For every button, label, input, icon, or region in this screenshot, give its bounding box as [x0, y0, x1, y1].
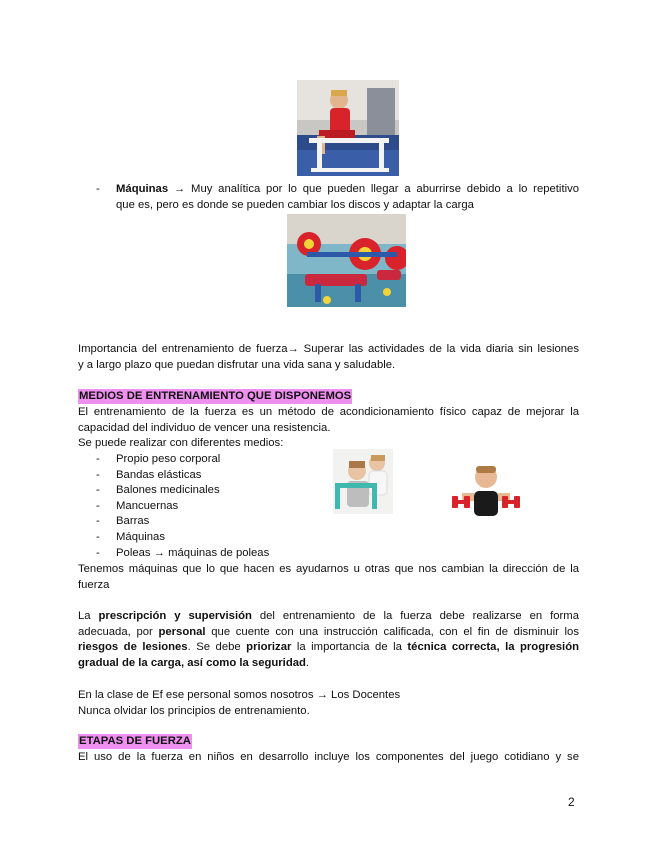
photo-child-dips — [297, 80, 399, 176]
bold-run: personal — [158, 625, 206, 638]
maquinas-note-line-1: Tenemos máquinas que lo que hacen es ayudarnos u otras que nos cambian la dirección de la — [78, 563, 579, 575]
maquinas-note-paragraph — [78, 562, 579, 593]
heading-etapas: ETAPAS DE FUERZA — [79, 735, 191, 747]
text-run: . — [305, 656, 310, 669]
clase-line-1: En la clase de Ef ese personal somos nosotros → Los Docentes — [78, 689, 401, 701]
prescripcion-paragraph — [78, 609, 579, 671]
bullet-dash: - — [96, 515, 100, 528]
list-item-text: Máquinas — [116, 531, 165, 543]
text-run: La — [78, 610, 99, 622]
etapas-line-1: El uso de la fuerza en niños en desarrollo incluye los componentes del juego cotidiano y se — [78, 751, 579, 763]
text-run: adecuada, por — [78, 625, 159, 638]
prescripcion-line-1 — [78, 609, 579, 625]
maquinas-line-1 — [116, 182, 579, 198]
medios-paragraph — [78, 405, 579, 452]
maquinas-label: Máquinas — [116, 183, 169, 195]
photo-child-elastic-band — [333, 449, 393, 514]
bullet-dash: - — [96, 183, 100, 195]
list-item-text: Bandas elásticas — [116, 468, 202, 481]
prescripcion-line-2 — [78, 625, 579, 641]
bold-run: técnica correcta, la progresión — [407, 641, 579, 654]
etapas-paragraph — [78, 750, 579, 766]
maquinas-note-line-2: fuerza — [78, 578, 110, 591]
heading-medios: MEDIOS DE ENTRENAMIENTO QUE DISPONEMOS — [79, 390, 352, 402]
bullet-dash: - — [96, 484, 100, 497]
list-item-text: Poleas → máquinas de poleas — [116, 546, 270, 559]
text-run: que cuente con una instrucción calificada, con el fin de disminuir los — [205, 625, 579, 638]
bullet-dash: - — [96, 499, 100, 512]
text-run: la importancia de la — [291, 641, 408, 654]
importancia-line-1: Importancia del entrenamiento de fuerza→ Superar las actividades de la vida diaria sin lesiones — [78, 343, 579, 355]
medios-line-2: capacidad del individuo de vencer una resistencia. — [78, 421, 331, 434]
medios-line-1: El entrenamiento de la fuerza es un método de acondicionamiento físico capaz de mejorar la — [78, 406, 579, 418]
importancia-line-2: y a largo plazo que puedan disfrutar una vida sana y saludable. — [78, 358, 396, 371]
prescripcion-line-4 — [78, 656, 579, 672]
clase-line-2: Nunca olvidar los principios de entrenamiento. — [78, 704, 310, 717]
bullet-dash: - — [96, 546, 100, 559]
bold-run: priorizar — [246, 641, 292, 654]
text-run: . Se debe — [187, 641, 247, 654]
arrow-glyph: → — [173, 183, 186, 195]
bullet-dash: - — [96, 468, 100, 481]
list-item-text: Propio peso corporal — [116, 453, 221, 465]
photo-kids-weight-machines — [287, 214, 406, 307]
bullet-dash: - — [96, 453, 100, 465]
text-run: del entrenamiento de la fuerza debe realizarse en forma — [251, 610, 579, 622]
photo-child-dumbbells — [450, 463, 522, 516]
list-item-text: Barras — [116, 515, 150, 528]
bold-run: gradual de la carga, así como la seguridad — [78, 656, 306, 669]
bullet-dash: - — [96, 531, 100, 543]
bold-run: prescripción y supervisión — [98, 610, 252, 622]
page-number: 2 — [568, 795, 575, 809]
bold-run: riesgos de lesiones — [78, 641, 188, 654]
clase-paragraph — [78, 688, 579, 719]
maquinas-line-2: que es, pero es donde se pueden cambiar los discos y adaptar la carga — [116, 198, 474, 211]
importancia-paragraph — [78, 342, 579, 373]
medios-line-3: Se puede realizar con diferentes medios: — [78, 437, 284, 450]
prescripcion-line-3 — [78, 640, 579, 656]
list-item-text: Mancuernas — [116, 499, 179, 512]
maquinas-text-1: Muy analítica por lo que pueden llegar a aburrirse debido a lo repetitivo — [191, 183, 580, 195]
list-item-text: Balones medicinales — [116, 484, 220, 497]
